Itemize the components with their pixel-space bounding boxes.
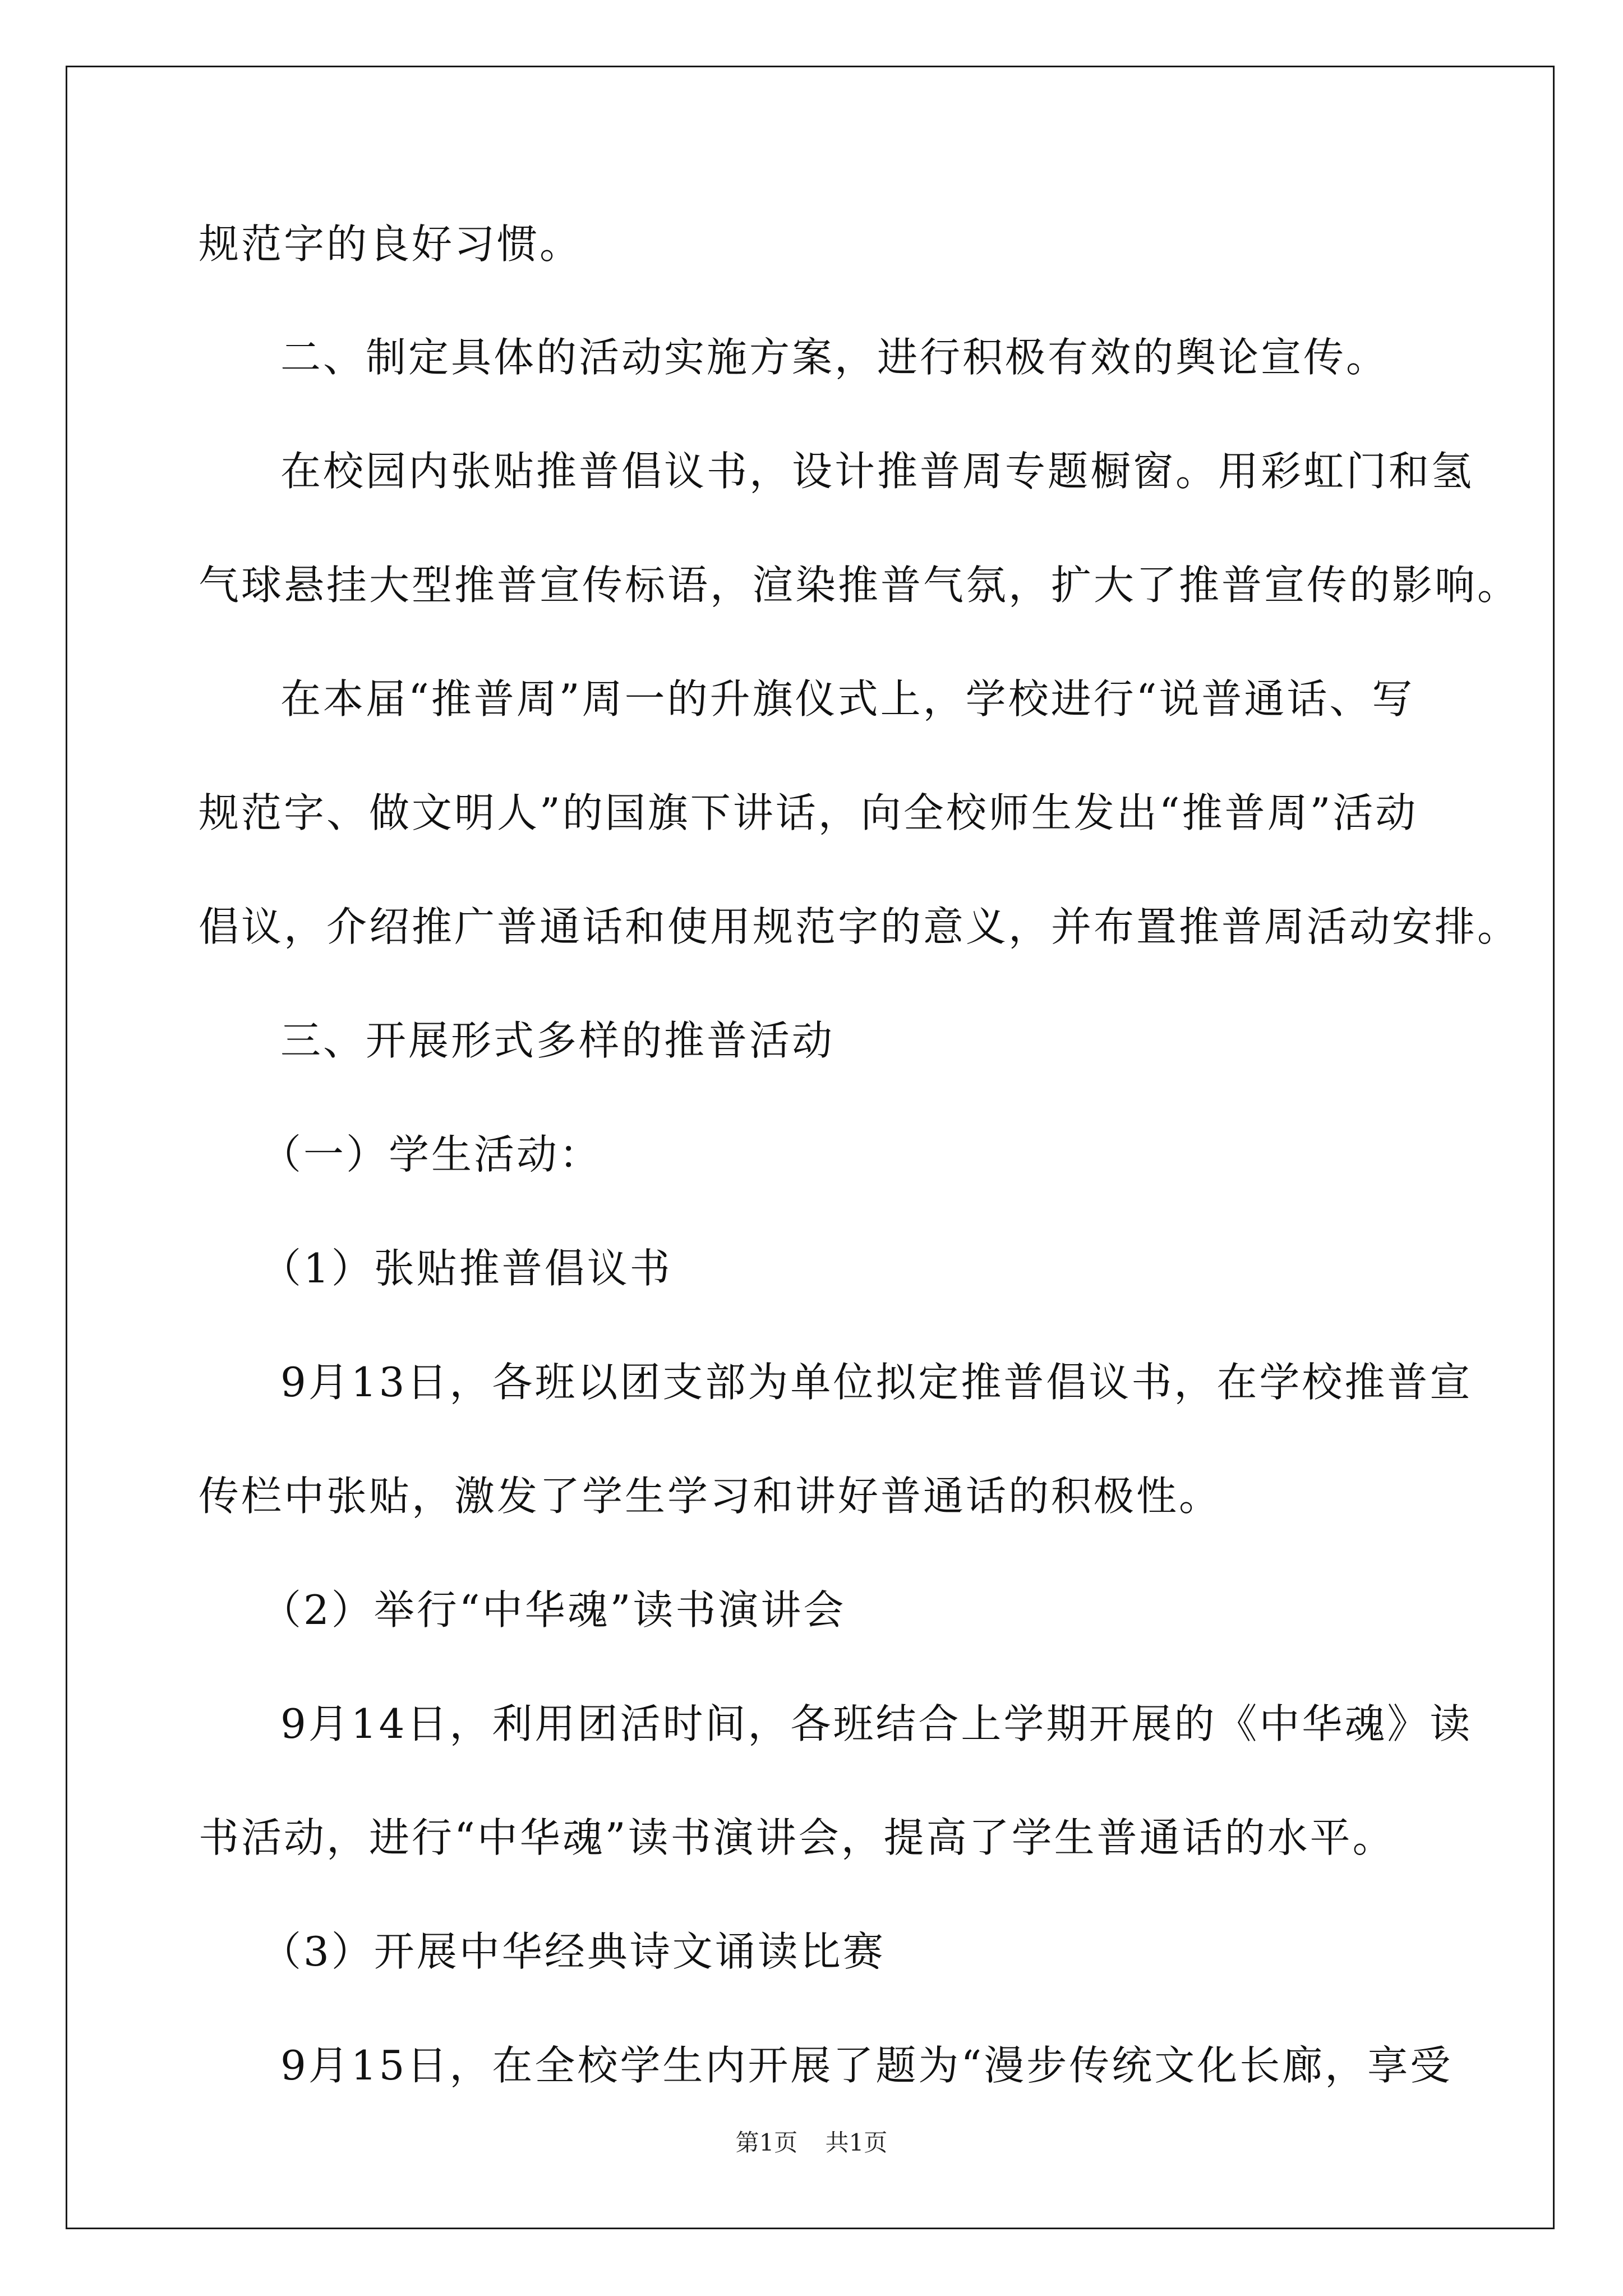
paragraph-line: 9月13日，各班以团支部为单位拟定推普倡议书，在学校推普宣 <box>280 1359 1473 1406</box>
paragraph-line: 传栏中张贴，激发了学生学习和讲好普通话的积极性。 <box>199 1473 1222 1520</box>
paragraph-line: 倡议，介绍推广普通话和使用规范字的意义，并布置推普周活动安排。 <box>199 903 1520 950</box>
paragraph-line: 二、制定具体的活动实施方案，进行积极有效的舆论宣传。 <box>280 334 1389 381</box>
paragraph-line: 在校园内张贴推普倡议书，设计推普周专题橱窗。用彩虹门和氢 <box>280 448 1474 495</box>
page-total: 共1页 <box>825 2129 888 2156</box>
paragraph-line: 9月14日，利用团活时间，各班结合上学期开展的《中华魂》读 <box>280 1700 1473 1747</box>
item-heading: （3）开展中华经典诗文诵读比赛 <box>261 1928 886 1975</box>
paragraph-line: 在本届“推普周”周一的升旗仪式上，学校进行“说普通话、写 <box>280 675 1415 723</box>
item-heading: （2）举行“中华魂”读书演讲会 <box>261 1586 846 1634</box>
item-heading: （1）张贴推普倡议书 <box>261 1245 672 1292</box>
page-number: 第1页 <box>735 2129 798 2156</box>
paragraph-line: 气球悬挂大型推普宣传标语，渲染推普气氛，扩大了推普宣传的影响。 <box>199 562 1520 609</box>
paragraph-line: 规范字的良好习惯。 <box>199 220 583 268</box>
paragraph-line: 书活动，进行“中华魂”读书演讲会，提高了学生普通话的水平。 <box>199 1814 1395 1861</box>
section-heading: 三、开展形式多样的推普活动 <box>280 1017 835 1064</box>
subsection-heading: （一）学生活动： <box>261 1131 602 1178</box>
paragraph-line: 规范字、做文明人”的国旗下讲话，向全校师生发出“推普周”活动 <box>199 789 1418 836</box>
paragraph-line: 9月15日，在全校学生内开展了题为“漫步传统文化长廊，享受 <box>280 2042 1453 2089</box>
page-footer <box>0 2126 1623 2160</box>
